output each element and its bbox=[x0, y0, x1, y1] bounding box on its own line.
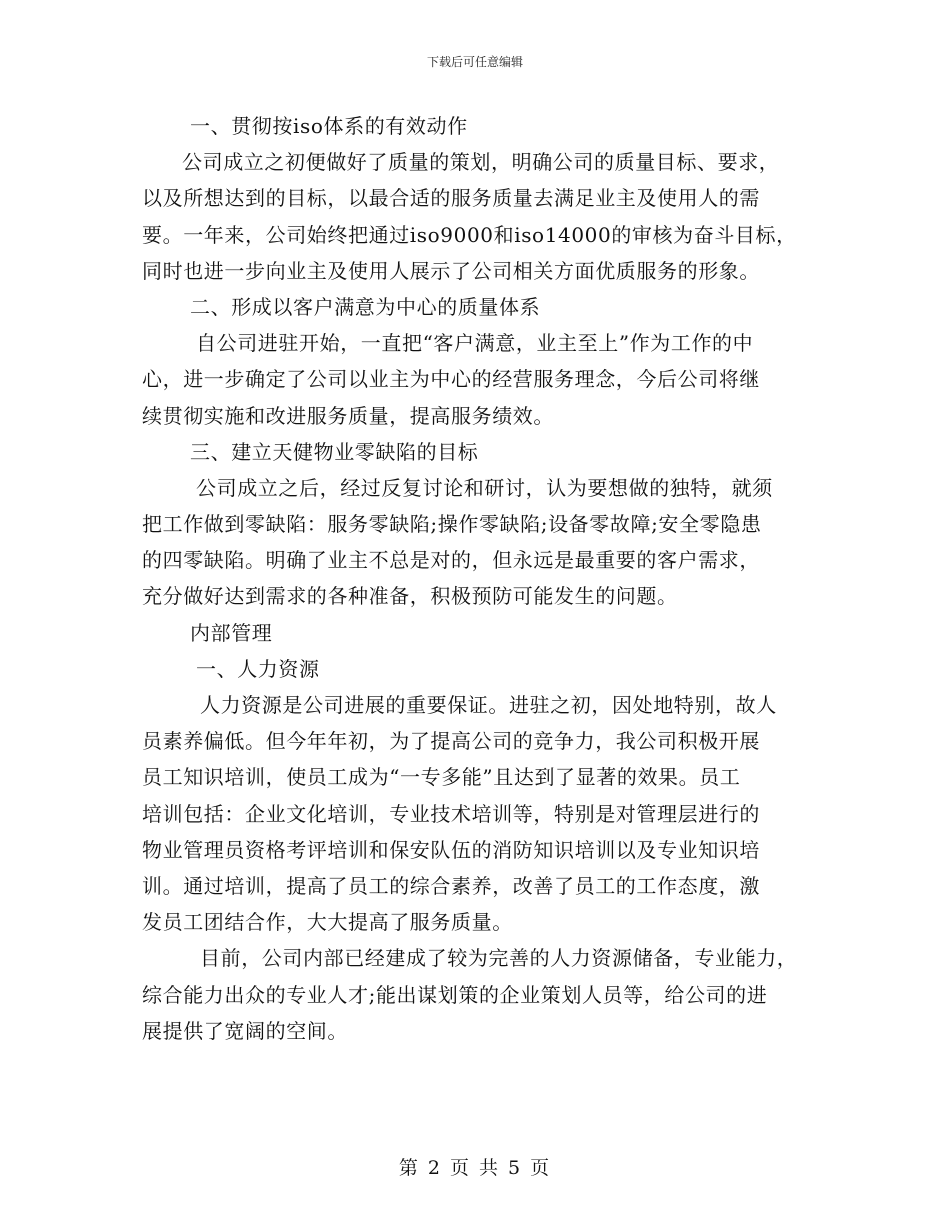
heading-human-resources: 一、人力资源 bbox=[196, 656, 320, 681]
paragraph-line: 员素养偏低。但今年年初，为了提高公司的竞争力，我公司积极开展 bbox=[142, 729, 760, 754]
paragraph-line: 目前，公司内部已经建成了较为完善的人力资源储备，专业能力， bbox=[200, 946, 798, 971]
paragraph-line: 自公司进驻开始，一直把“客户满意，业主至上”作为工作的中 bbox=[196, 331, 754, 356]
paragraph-line: 充分做好达到需求的各种准备，积极预防可能发生的问题。 bbox=[142, 584, 678, 609]
paragraph-line: 综合能力出众的专业人才;能出谋划策的企业策划人员等，给公司的进 bbox=[142, 982, 768, 1007]
heading-internal-management: 内部管理 bbox=[190, 620, 273, 645]
paragraph-line: 培训包括：企业文化培训，专业技术培训等，特别是对管理层进行的 bbox=[142, 801, 760, 826]
paragraph-line: 展提供了宽阔的空间。 bbox=[142, 1018, 348, 1043]
paragraph-line: 的四零缺陷。明确了业主不总是对的，但永远是最重要的客户需求， bbox=[142, 548, 760, 573]
paragraph-line: 物业管理员资格考评培训和保安队伍的消防知识培训以及专业知识培 bbox=[142, 837, 760, 862]
heading-quality-system: 二、形成以客户满意为中心的质量体系 bbox=[190, 294, 541, 319]
page-header: 下载后可任意编辑 bbox=[426, 55, 523, 69]
paragraph-line: 把工作做到零缺陷：服务零缺陷;操作零缺陷;设备零故障;安全零隐患 bbox=[142, 512, 762, 537]
page-number-footer: 第 2 页 共 5 页 bbox=[398, 1157, 552, 1179]
paragraph-line: 训。通过培训，提高了员工的综合素养，改善了员工的工作态度，激 bbox=[142, 873, 760, 898]
paragraph-line: 续贯彻实施和改进服务质量，提高服务绩效。 bbox=[142, 403, 554, 428]
paragraph-line: 以及所想达到的目标，以最合适的服务质量去满足业主及使用人的需 bbox=[142, 186, 760, 211]
document-body bbox=[142, 108, 832, 1049]
paragraph-line: 公司成立之后，经过反复讨论和研讨，认为要想做的独特，就须 bbox=[196, 475, 773, 500]
paragraph-line: 心，进一步确定了公司以业主为中心的经营服务理念，今后公司将继 bbox=[142, 367, 760, 392]
paragraph-line: 员工知识培训，使员工成为“一专多能”且达到了显著的效果。员工 bbox=[142, 765, 741, 790]
paragraph-line: 公司成立之初便做好了质量的策划，明确公司的质量目标、要求， bbox=[182, 150, 780, 175]
paragraph-line: 人力资源是公司进展的重要保证。进驻之初，因处地特别，故人 bbox=[200, 693, 777, 717]
paragraph-line: 发员工团结合作，大大提高了服务质量。 bbox=[142, 910, 513, 935]
paragraph-line: 同时也进一步向业主及使用人展示了公司相关方面优质服务的形象。 bbox=[142, 258, 760, 283]
heading-zero-defect: 三、建立天健物业零缺陷的目标 bbox=[190, 439, 479, 464]
heading-iso-system: 一、贯彻按iso体系的有效动作 bbox=[190, 114, 468, 138]
paragraph-line: 要。一年来，公司始终把通过iso9000和iso14000的审核为奋斗目标， bbox=[142, 222, 797, 247]
